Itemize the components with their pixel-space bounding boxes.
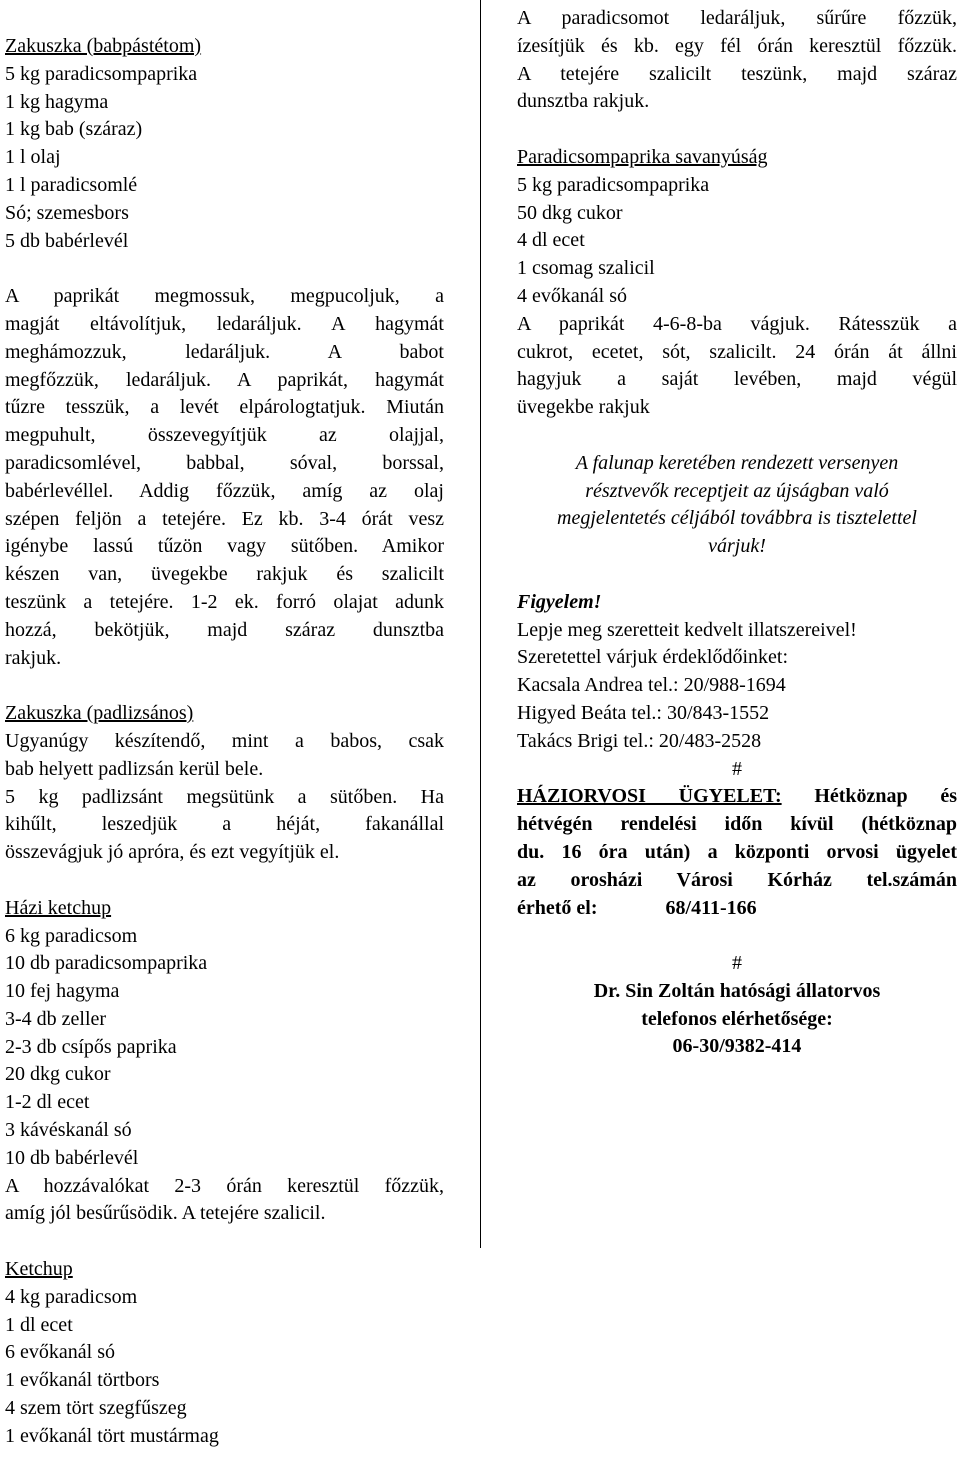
method-line: összevágjuk jó apróra, és ezt vegyítjük el. <box>5 841 340 864</box>
ingredient: 4 kg paradicsom <box>5 1285 138 1308</box>
ingredient: 6 kg paradicsom <box>5 924 138 947</box>
notice-line: megjelentetés céljából továbbra is tisztelettel <box>557 507 917 530</box>
ingredient: 10 db paradicsompaprika <box>5 952 208 975</box>
recipe-hazi-ketchup <box>5 895 444 1229</box>
contact-line: Higyed Beáta tel.: 30/843-1552 <box>517 701 770 724</box>
ingredient: 2-3 db csípős paprika <box>5 1035 177 1058</box>
orvosi-label: HÁZIORVOSI ÜGYELET: <box>517 785 782 808</box>
method-line: babérlevéllel. Addig főzzük, amíg az olaj <box>5 479 444 502</box>
method-line: cukrot, ecetet, sót, szalicilt. 24 órán át állni <box>517 340 957 363</box>
ingredient: 1 csomag szalicil <box>517 257 655 280</box>
figyelem-line: Lepje meg szeretteit kedvelt illatszereivel! <box>517 618 857 641</box>
orvosi-line: az orosházi Városi Kórház tel.számán <box>517 868 957 891</box>
contact-line: Kacsala Andrea tel.: 20/988-1694 <box>517 674 786 697</box>
orvosi-line: du. 16 óra után) a központi orvosi ügyelet <box>517 840 957 863</box>
method-line: üvegekbe rakjuk <box>517 396 650 419</box>
ingredient: 1 l paradicsomlé <box>5 173 138 196</box>
method-line: igénybe lassú tűzön vagy sütőben. Amikor <box>5 535 444 558</box>
allatorvos-line: Dr. Sin Zoltán hatósági állatorvos <box>593 979 881 1002</box>
notice-block <box>517 450 957 561</box>
recipe-zakuszka-padlizsan <box>5 700 444 867</box>
orvosi-first-rest: Hétköznap és <box>814 785 958 808</box>
recipe-title: Paradicsompaprika savanyúság <box>517 145 768 168</box>
method-line: magját eltávolítjuk, ledaráljuk. A hagymát <box>5 312 444 335</box>
ingredient: 10 db babérlevél <box>5 1146 139 1169</box>
method-line: Ugyanúgy készítendő, mint a babos, csak <box>5 729 444 752</box>
method-line: hagyjuk a saját levében, majd végül <box>517 368 957 391</box>
ketchup-continued <box>517 5 957 116</box>
recipe-zakuszka-bab <box>5 33 444 672</box>
ingredient: 3 kávéskanál só <box>5 1119 132 1142</box>
ingredient: 3-4 db zeller <box>5 1007 107 1030</box>
method-line: 5 kg padlizsánt megsütünk a sütőben. Ha <box>5 785 444 808</box>
ingredient: 4 szem tört szegfűszeg <box>5 1397 187 1420</box>
ingredient: Só; szemesbors <box>5 201 129 224</box>
method-line: kihűlt, leszedjük a héját, fakanállal <box>5 813 444 836</box>
orvosi-ugyelet-block <box>517 783 957 922</box>
method-line: megfőzzük, ledaráljuk. A paprikát, hagymát <box>5 368 444 391</box>
orvosi-phone: 68/411-166 <box>665 896 757 919</box>
method-line: meghámozzuk, ledaráljuk. A babot <box>5 340 444 363</box>
method-line: tűzre tesszük, a levét elpárologtatjuk. Miután <box>5 396 444 419</box>
ingredient: 6 evőkanál só <box>5 1341 115 1364</box>
column-divider <box>480 0 481 1248</box>
recipe-title: Házi ketchup <box>5 896 112 919</box>
method-line: szépen feljön a tetejére. Ez kb. 3-4 órát vesz <box>5 507 444 530</box>
figyelem-heading: Figyelem! <box>517 590 602 613</box>
orvosi-first-line <box>517 783 957 811</box>
ingredient: 20 dkg cukor <box>5 1063 111 1086</box>
recipe-savanyusag <box>517 144 957 422</box>
orvosi-line: hétvégén rendelési időn kívül (hétköznap <box>517 813 957 836</box>
figyelem-block <box>517 589 957 756</box>
method-line: dunsztba rakjuk. <box>517 90 650 113</box>
orvosi-last-line <box>517 895 957 923</box>
allatorvos-phone: 06-30/9382-414 <box>672 1035 802 1058</box>
figyelem-line: Szeretettel várjuk érdeklődőinket: <box>517 646 789 669</box>
ingredient: 4 evőkanál só <box>517 284 627 307</box>
left-column <box>5 33 444 1451</box>
right-column <box>517 5 957 1061</box>
ingredient: 10 fej hagyma <box>5 980 120 1003</box>
ingredient: 5 kg paradicsompaprika <box>5 62 198 85</box>
contact-line: Takács Brigi tel.: 20/483-2528 <box>517 729 762 752</box>
ingredient: 50 dkg cukor <box>517 201 623 224</box>
ingredient: 1 evőkanál törtbors <box>5 1369 160 1392</box>
orvosi-last-label: érhető el: <box>517 896 598 919</box>
method-line: A paradicsomot ledaráljuk, sűrűre főzzük, <box>517 7 957 29</box>
ingredient: 1 evőkanál tört mustármag <box>5 1424 219 1447</box>
method-line: paradicsomlével, babbal, sóval, borssal, <box>5 451 444 474</box>
recipe-ketchup <box>5 1256 444 1451</box>
method-line: ízesítjük és kb. egy fél órán keresztül főzzük. <box>517 34 957 57</box>
method-line: A paprikát 4-6-8-ba vágjuk. Rátesszük a <box>517 312 957 335</box>
ingredient: 5 kg paradicsompaprika <box>517 173 710 196</box>
allatorvos-line: telefonos elérhetősége: <box>641 1007 833 1030</box>
recipe-title: Zakuszka (babpástétom) <box>5 35 202 57</box>
ingredient: 1 kg bab (száraz) <box>5 118 143 141</box>
method-line: amíg jól besűrűsödik. A tetejére szalicil. <box>5 1202 326 1225</box>
method-line: hozzá, bekötjük, majd száraz dunsztba <box>5 618 444 641</box>
notice-line: résztvevők receptjeit az újságban való <box>585 479 889 502</box>
method-line: A hozzávalókat 2-3 órán keresztül főzzük, <box>5 1174 444 1197</box>
method-line: készen van, üvegekbe rakjuk és szalicilt <box>5 563 444 586</box>
recipe-title: Zakuszka (padlizsános) <box>5 702 194 725</box>
ingredient: 1 kg hagyma <box>5 90 109 113</box>
ingredient: 1-2 dl ecet <box>5 1091 90 1114</box>
separator-hash: # <box>732 757 742 780</box>
separator-hash: # <box>732 952 742 975</box>
notice-line: A falunap keretében rendezett versenyen <box>575 451 899 474</box>
notice-line: várjuk! <box>708 535 766 558</box>
ingredient: 1 l olaj <box>5 146 61 169</box>
ingredient: 4 dl ecet <box>517 229 585 252</box>
recipe-title: Ketchup <box>5 1258 73 1281</box>
ingredient: 5 db babérlevél <box>5 229 129 252</box>
method-line: bab helyett padlizsán kerül bele. <box>5 757 264 780</box>
method-line: A tetejére szalicilt teszünk, majd száraz <box>517 62 957 85</box>
ingredient: 1 dl ecet <box>5 1313 73 1336</box>
allatorvos-block <box>517 978 957 1061</box>
method-line: teszünk a tetejére. 1-2 ek. forró olajat adunk <box>5 590 444 613</box>
method-line: megpuhult, összevegyítjük az olajjal, <box>5 424 444 447</box>
method-line: rakjuk. <box>5 646 62 669</box>
method-line: A paprikát megmossuk, megpucoljuk, a <box>5 285 444 308</box>
